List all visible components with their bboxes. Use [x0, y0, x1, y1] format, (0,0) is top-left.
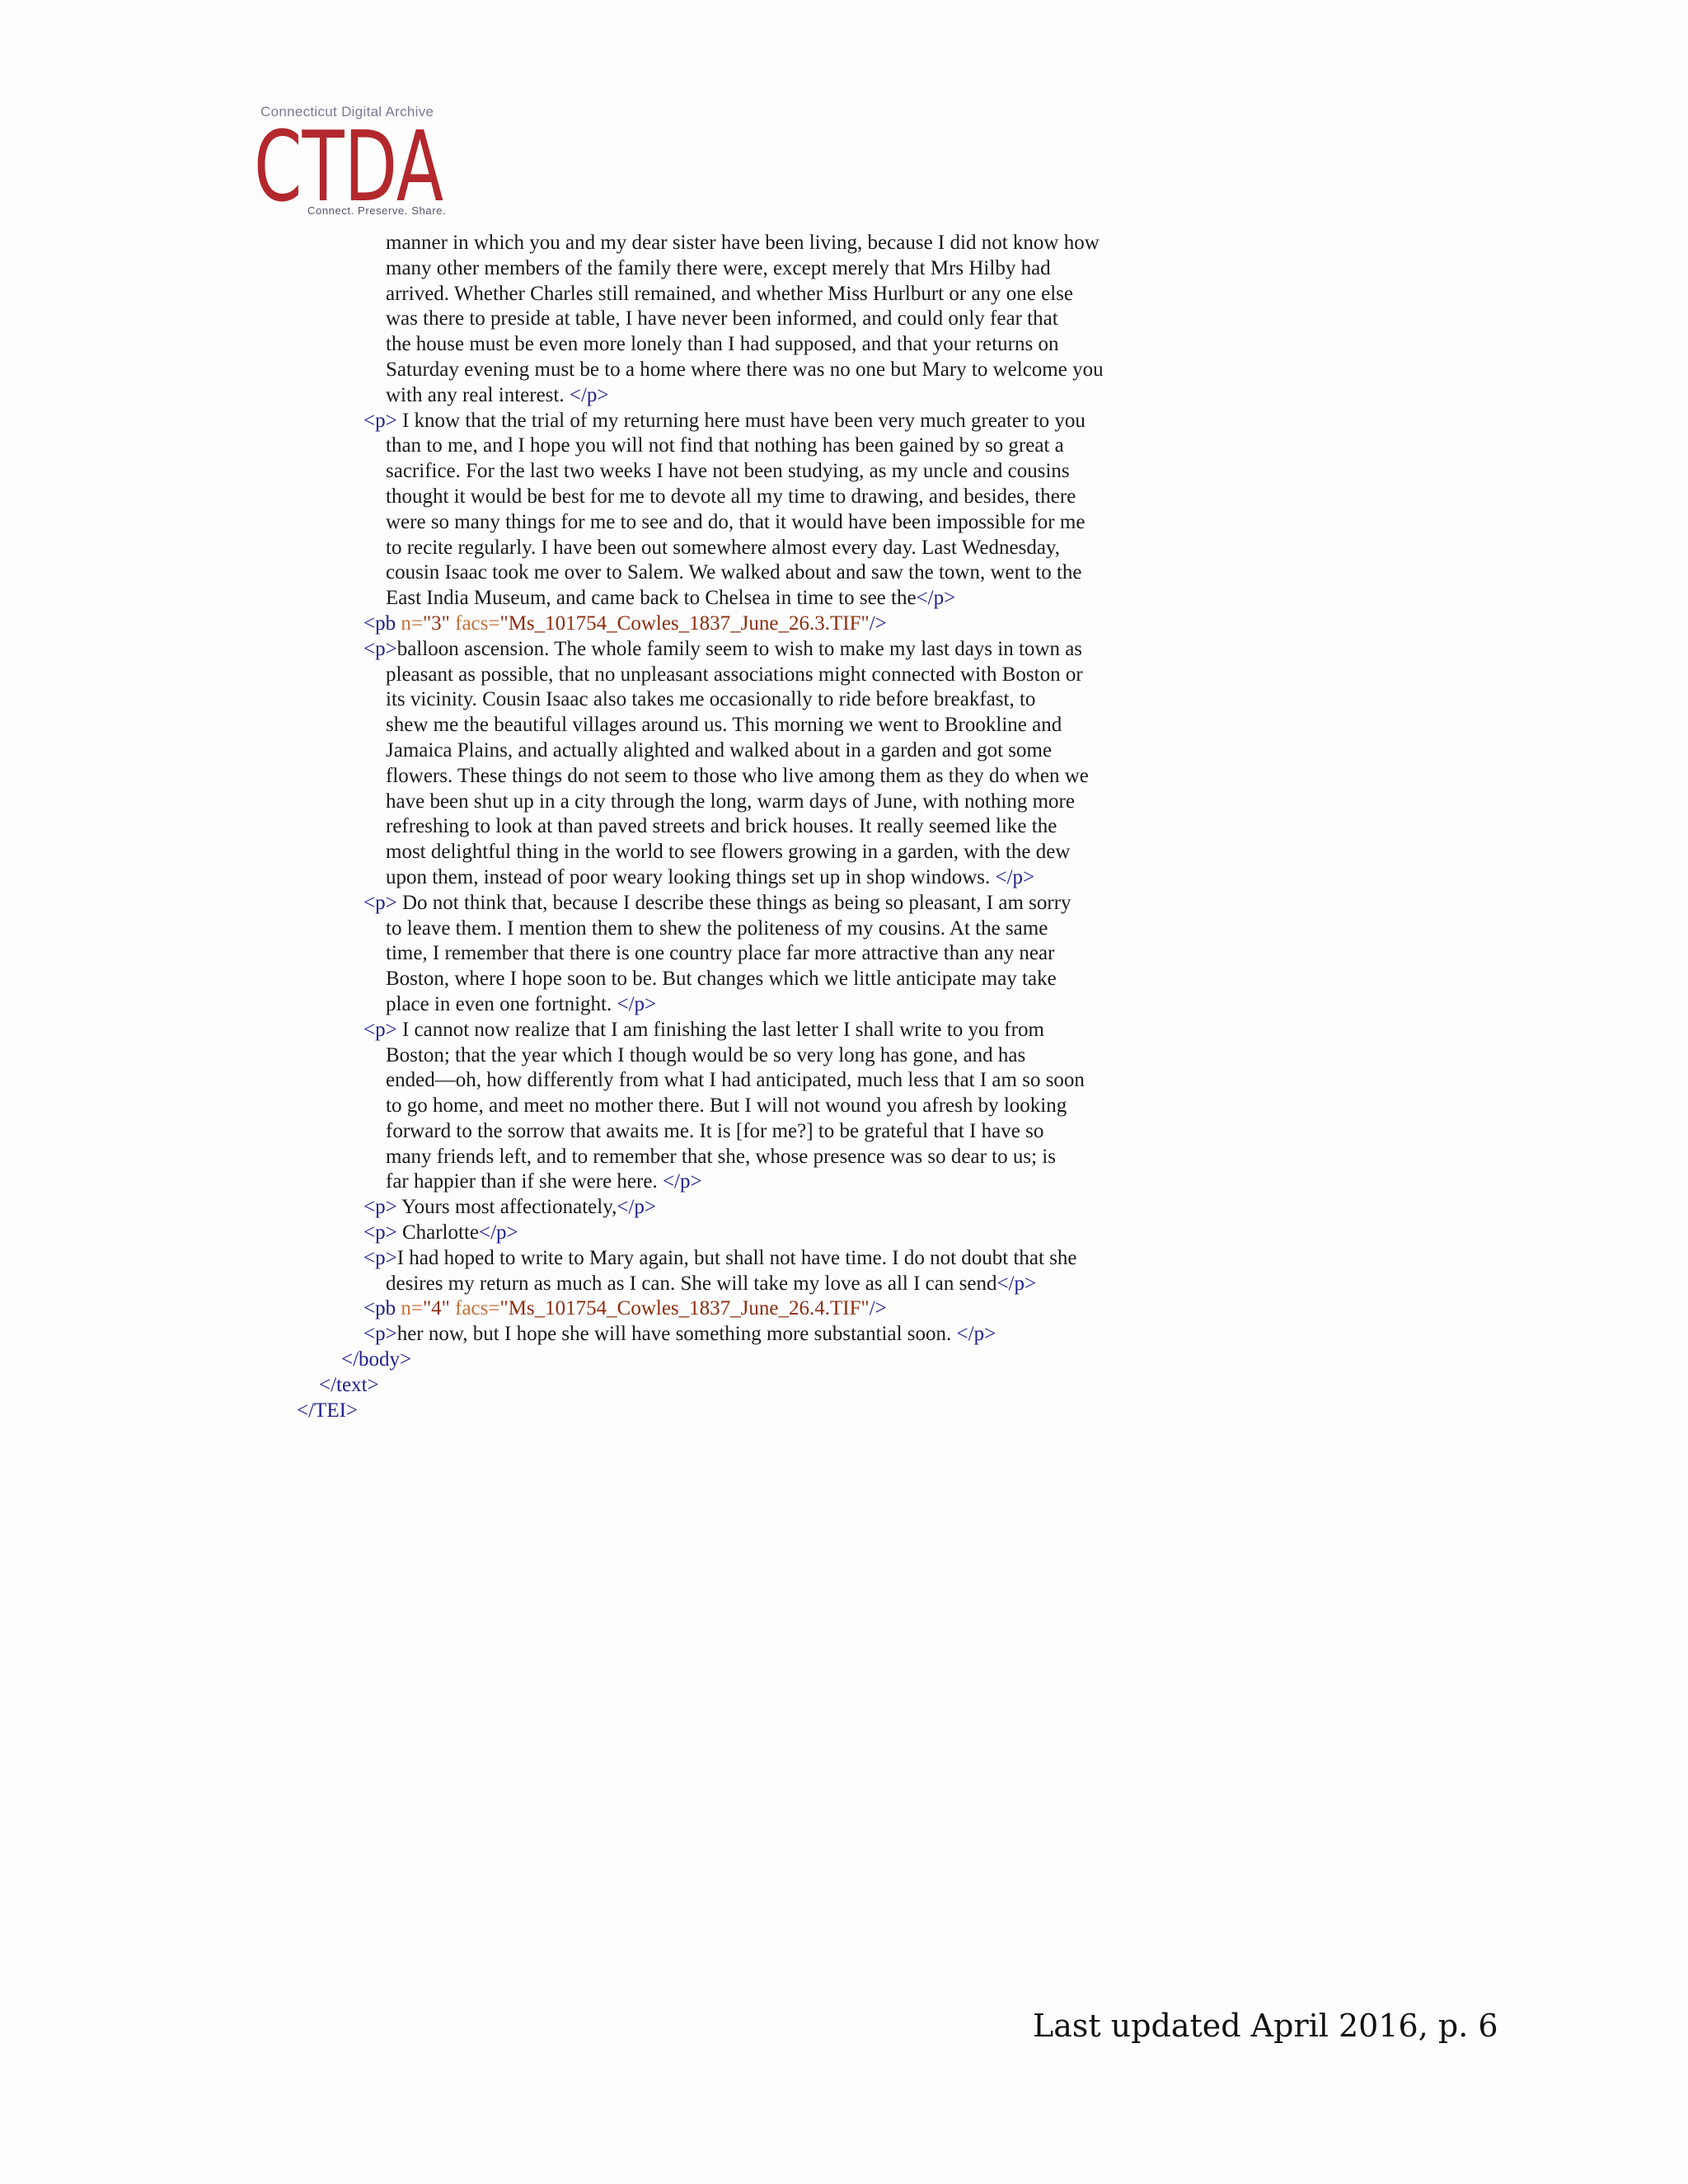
page-break-line — [0, 1296, 1203, 1322]
text-fragment: place in even one fortnight. — [386, 992, 617, 1015]
text-line — [0, 586, 1203, 612]
text-fragment: I cannot now realize that I am finishing the last letter I shall write to you from — [396, 1018, 1044, 1041]
text-line: cousin Isaac took me over to Salem. We walked about and saw the town, went to the — [386, 561, 1082, 584]
n-value: "3" — [422, 612, 450, 635]
p-open-tag: <p> — [363, 637, 397, 660]
ctda-logo — [254, 104, 445, 219]
body-close-tag — [0, 1347, 1203, 1373]
p-close-tag: </p> — [662, 1170, 702, 1193]
text-close-tag — [0, 1373, 1203, 1399]
signature-text: Charlotte — [396, 1221, 479, 1244]
text-line: to go home, and meet no mother there. But I will not wound you afresh by looking — [386, 1094, 1067, 1118]
text-fragment: East India Museum, and came back to Chelsea in time to see the — [386, 587, 917, 610]
text-line: shew me the beautiful villages around us. This morning we went to Brookline and — [386, 714, 1062, 737]
ctda-wordmark — [254, 122, 445, 204]
text-line: ended—oh, how differently from what I had anticipated, much less that I am so soon — [386, 1069, 1085, 1092]
p-close-tag: </p> — [916, 587, 956, 610]
paragraph-open-line — [0, 891, 1203, 916]
page-footer: Last updated April 2016, p. 6 — [1033, 2008, 1498, 2044]
text-line: was there to preside at table, I have never been informed, and could only fear that — [386, 307, 1058, 330]
p-open-tag: <p> — [363, 409, 397, 432]
p-close-tag: </p> — [617, 1196, 656, 1219]
n-attribute: n= — [401, 612, 423, 635]
signature-line — [0, 1221, 1203, 1246]
text-line — [0, 383, 1203, 409]
facs-value: "Ms_101754_Cowles_1837_June_26.4.TIF" — [499, 1297, 870, 1320]
text-line — [0, 992, 1203, 1018]
p-open-tag: <p> — [363, 1323, 397, 1346]
text-line: many other members of the family there were, except merely that Mrs Hilby had — [386, 256, 1051, 279]
p-close-tag: </p> — [617, 992, 657, 1015]
n-attribute: n= — [401, 1297, 423, 1320]
text-line: thought it would be best for me to devote all my time to drawing, and besides, there — [386, 485, 1076, 508]
text-line: its vicinity. Cousin Isaac also takes me occasionally to ride before breakfast, to — [386, 688, 1036, 711]
p-open-tag: <p> — [363, 891, 397, 914]
text-line: have been shut up in a city through the long, warm days of June, with nothing more — [386, 790, 1075, 813]
text-line: pleasant as possible, that no unpleasant associations might connected with Boston or — [386, 663, 1083, 686]
text-line: Boston, where I hope soon to be. But changes which we little anticipate may take — [386, 968, 1057, 991]
paragraph-open-line — [0, 1246, 1203, 1272]
p-open-tag: <p> — [363, 1018, 397, 1041]
text-line: Jamaica Plains, and actually alighted and walked about in a garden and got some — [386, 738, 1053, 762]
text-line: forward to the sorrow that awaits me. It is [for me?] to be grateful that I have so — [386, 1119, 1044, 1142]
text-line: to leave them. I mention them to shew the politeness of my cousins. At the same — [386, 916, 1048, 940]
text-fragment: far happier than if she were here. — [386, 1170, 663, 1193]
pb-open-tag: <pb — [363, 612, 401, 635]
text-fragment: desires my return as much as I can. She will take my love as all I can send — [386, 1272, 997, 1295]
text-fragment: I had hoped to write to Mary again, but shall not have time. I do not doubt that she — [396, 1246, 1077, 1269]
logo-archive-name: Connecticut Digital Archive — [260, 104, 434, 120]
closing-text: Yours most affectionately, — [396, 1196, 617, 1219]
text-line: sacrifice. For the last two weeks I have not been studying, as my uncle and cousins — [386, 460, 1070, 483]
text-line: refreshing to look at than paved streets and brick houses. It really seemed like the — [386, 815, 1057, 838]
text-line: were so many things for me to see and do, that it would have been impossible for me — [386, 510, 1085, 533]
text-line — [0, 1169, 1203, 1195]
paragraph-open-line — [0, 1018, 1203, 1043]
tei-close-tag — [0, 1399, 1203, 1424]
tei-close-text: </TEI> — [297, 1399, 359, 1422]
text-fragment: Do not think that, because I describe these things as being so pleasant, I am sorry — [396, 891, 1071, 914]
pb-close-tag: /> — [869, 612, 887, 635]
text-line: than to me, and I hope you will not find that nothing has been gained by so great a — [386, 434, 1064, 457]
tei-xml-listing — [0, 231, 1203, 1423]
text-line: the house must be even more lonely than I had supposed, and that your returns on — [386, 333, 1059, 356]
paragraph-open-line — [0, 637, 1203, 663]
text-close-text: </text> — [319, 1373, 379, 1396]
text-line: most delightful thing in the world to see flowers growing in a garden, with the dew — [386, 841, 1071, 864]
text-fragment: her now, but I hope she will have something more substantial soon. — [396, 1323, 957, 1346]
facs-attribute: facs= — [449, 1297, 500, 1320]
p-close-tag: </p> — [956, 1323, 996, 1346]
text-line: Boston; that the year which I though would be so very long has gone, and has — [386, 1043, 1026, 1066]
text-line: to recite regularly. I have been out somewhere almost every day. Last Wednesday, — [386, 536, 1061, 559]
facs-value: "Ms_101754_Cowles_1837_June_26.3.TIF" — [499, 612, 870, 635]
closing-line — [0, 1195, 1203, 1221]
p-close-tag: </p> — [995, 865, 1035, 888]
pb-close-tag: /> — [869, 1297, 887, 1320]
text-line — [0, 1272, 1203, 1297]
p-open-tag: <p> — [363, 1196, 397, 1219]
text-fragment: I know that the trial of my returning here must have been very much greater to you — [396, 409, 1085, 432]
text-line — [0, 865, 1203, 891]
text-fragment: with any real interest. — [386, 383, 570, 406]
text-line: many friends left, and to remember that she, whose presence was so dear to us; is — [386, 1145, 1056, 1168]
p-close-tag: </p> — [569, 383, 609, 406]
page-break-line — [0, 612, 1203, 637]
logo-tagline: Connect. Preserve. Share. — [307, 204, 447, 217]
text-line: time, I remember that there is one country place far more attractive than any near — [386, 942, 1055, 965]
paragraph-open-line — [0, 409, 1203, 434]
p-close-tag: </p> — [478, 1221, 518, 1244]
text-line: Saturday evening must be to a home where there was no one but Mary to welcome you — [386, 358, 1104, 381]
ctda-wordmark-text: CTDA — [254, 122, 443, 204]
text-line: arrived. Whether Charles still remained, and whether Miss Hurlburt or any one else — [386, 282, 1074, 305]
p-open-tag: <p> — [363, 1246, 397, 1269]
p-close-tag: </p> — [996, 1272, 1037, 1295]
facs-attribute: facs= — [449, 612, 500, 635]
text-fragment: upon them, instead of poor weary looking things set up in shop windows. — [386, 865, 996, 888]
pb-open-tag: <pb — [363, 1297, 401, 1320]
body-close-text: </body> — [341, 1348, 412, 1371]
p-open-tag: <p> — [363, 1221, 397, 1244]
text-line: flowers. These things do not seem to those who live among them as they do when we — [386, 764, 1089, 787]
paragraph-line — [0, 1322, 1203, 1347]
n-value: "4" — [422, 1297, 450, 1320]
text-line: manner in which you and my dear sister have been living, because I did not know how — [386, 232, 1100, 254]
text-fragment: balloon ascension. The whole family seem to wish to make my last days in town as — [396, 637, 1083, 660]
